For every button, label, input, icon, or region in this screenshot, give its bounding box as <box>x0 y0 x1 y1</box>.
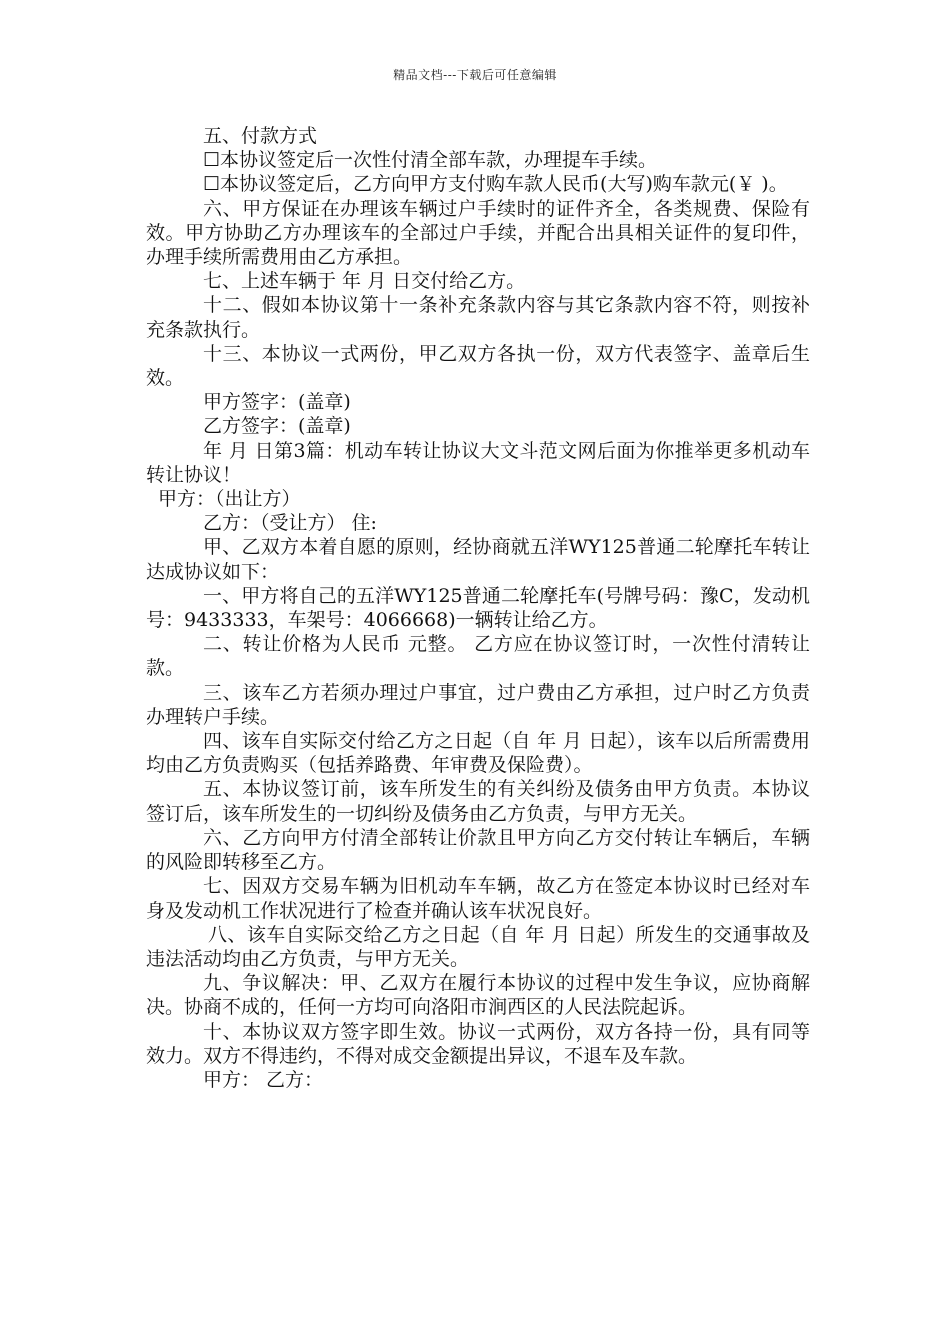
clause-three-transfer: 三、该车乙方若须办理过户事宜，过户费由乙方承担，过户时乙方负责办理转户手续。 <box>146 681 810 728</box>
clause-one-vehicle: 一、甲方将自己的五洋WY125普通二轮摩托车(号牌号码：豫C，发动机号：9433333，车架号：4066668)一辆转让给乙方。 <box>146 584 810 632</box>
clause-eight-accidents: 八、该车自实际交给乙方之日起（自 年 月 日起）所发生的交通事故及违法活动均由乙方负责，与甲方无关。 <box>146 923 810 970</box>
clause-two-price: 二、转让价格为人民币 元整。 乙方应在协议签订时，一次性付清转让款。 <box>146 633 810 680</box>
final-signatures: 甲方： 乙方： <box>203 1068 324 1091</box>
party-b-transferee: 乙方：（受让方） 住: <box>203 512 377 535</box>
date-and-third-article-intro: 年 月 日第3篇：机动车转让协议大文斗范文网后面为你推举更多机动车转让协议！ <box>146 439 810 486</box>
clause-twelve-supplement: 十二、假如本协议第十一条补充条款内容与其它条款内容不符，则按补充条款执行。 <box>146 294 810 341</box>
agreement-preamble: 甲、乙双方本着自愿的原则，经协商就五洋WY125普通二轮摩托车转让达成协议如下： <box>146 536 810 583</box>
clause-five-disputes-debts: 五、本协议签订前，该车所发生的有关纠纷及债务由甲方负责。本协议签订后，该车所发生的一切纠纷及债务由乙方负责，与甲方无关。 <box>146 778 810 825</box>
clause-ten-effect: 十、本协议双方签字即生效。协议一式两份，双方各持一份，具有同等效力。双方不得违约，不得对成交金额提出异议，不退车及车款。 <box>146 1020 810 1067</box>
clause-four-fees: 四、该车自实际交付给乙方之日起（自 年 月 日起），该车以后所需费用均由乙方负责购买（包括养路费、年审费及保险费）。 <box>146 730 810 777</box>
party-a-transferor: 甲方：（出让方） <box>158 488 301 511</box>
clause-thirteen-copies: 十三、本协议一式两份，甲乙双方各执一份，双方代表签字、盖章后生效。 <box>146 342 810 390</box>
document-body <box>146 124 810 1092</box>
party-b-signature: 乙方签字：(盖章) <box>203 415 351 438</box>
party-a-signature: 甲方签字：(盖章) <box>203 391 351 414</box>
clause-six-risk: 六、乙方向甲方付清全部转让价款且甲方向乙方交付转让车辆后，车辆的风险即转移至乙方。 <box>146 826 810 874</box>
clause-nine-dispute-resolution: 九、争议解决：甲、乙双方在履行本协议的过程中发生争议，应协商解决。协商不成的，任何一方均可向洛阳市涧西区的人民法院起诉。 <box>146 972 810 1019</box>
clause-seven-inspection: 七、因双方交易车辆为旧机动车车辆，故乙方在签定本协议时已经对车身及发动机工作状况进行了检查并确认该车状况良好。 <box>146 875 810 922</box>
page-header: 精品文档---下载后可任意编辑 <box>393 68 557 82</box>
clause-seven-delivery: 七、上述车辆于 年 月 日交付给乙方。 <box>203 270 526 293</box>
payment-option-1: ☐本协议签定后一次性付清全部车款，办理提车手续。 <box>203 149 658 172</box>
payment-option-2: ☐本协议签定后，乙方向甲方支付购车款人民币(大写)购车款元(￥ )。 <box>203 173 788 196</box>
section-payment-heading: 五、付款方式 <box>203 125 318 147</box>
clause-six-documents: 六、甲方保证在办理该车辆过户手续时的证件齐全，各类规费、保险有效。甲方协助乙方办理该车的全部过户手续，并配合出具相关证件的复印件，办理手续所需费用由乙方承担。 <box>146 197 810 269</box>
